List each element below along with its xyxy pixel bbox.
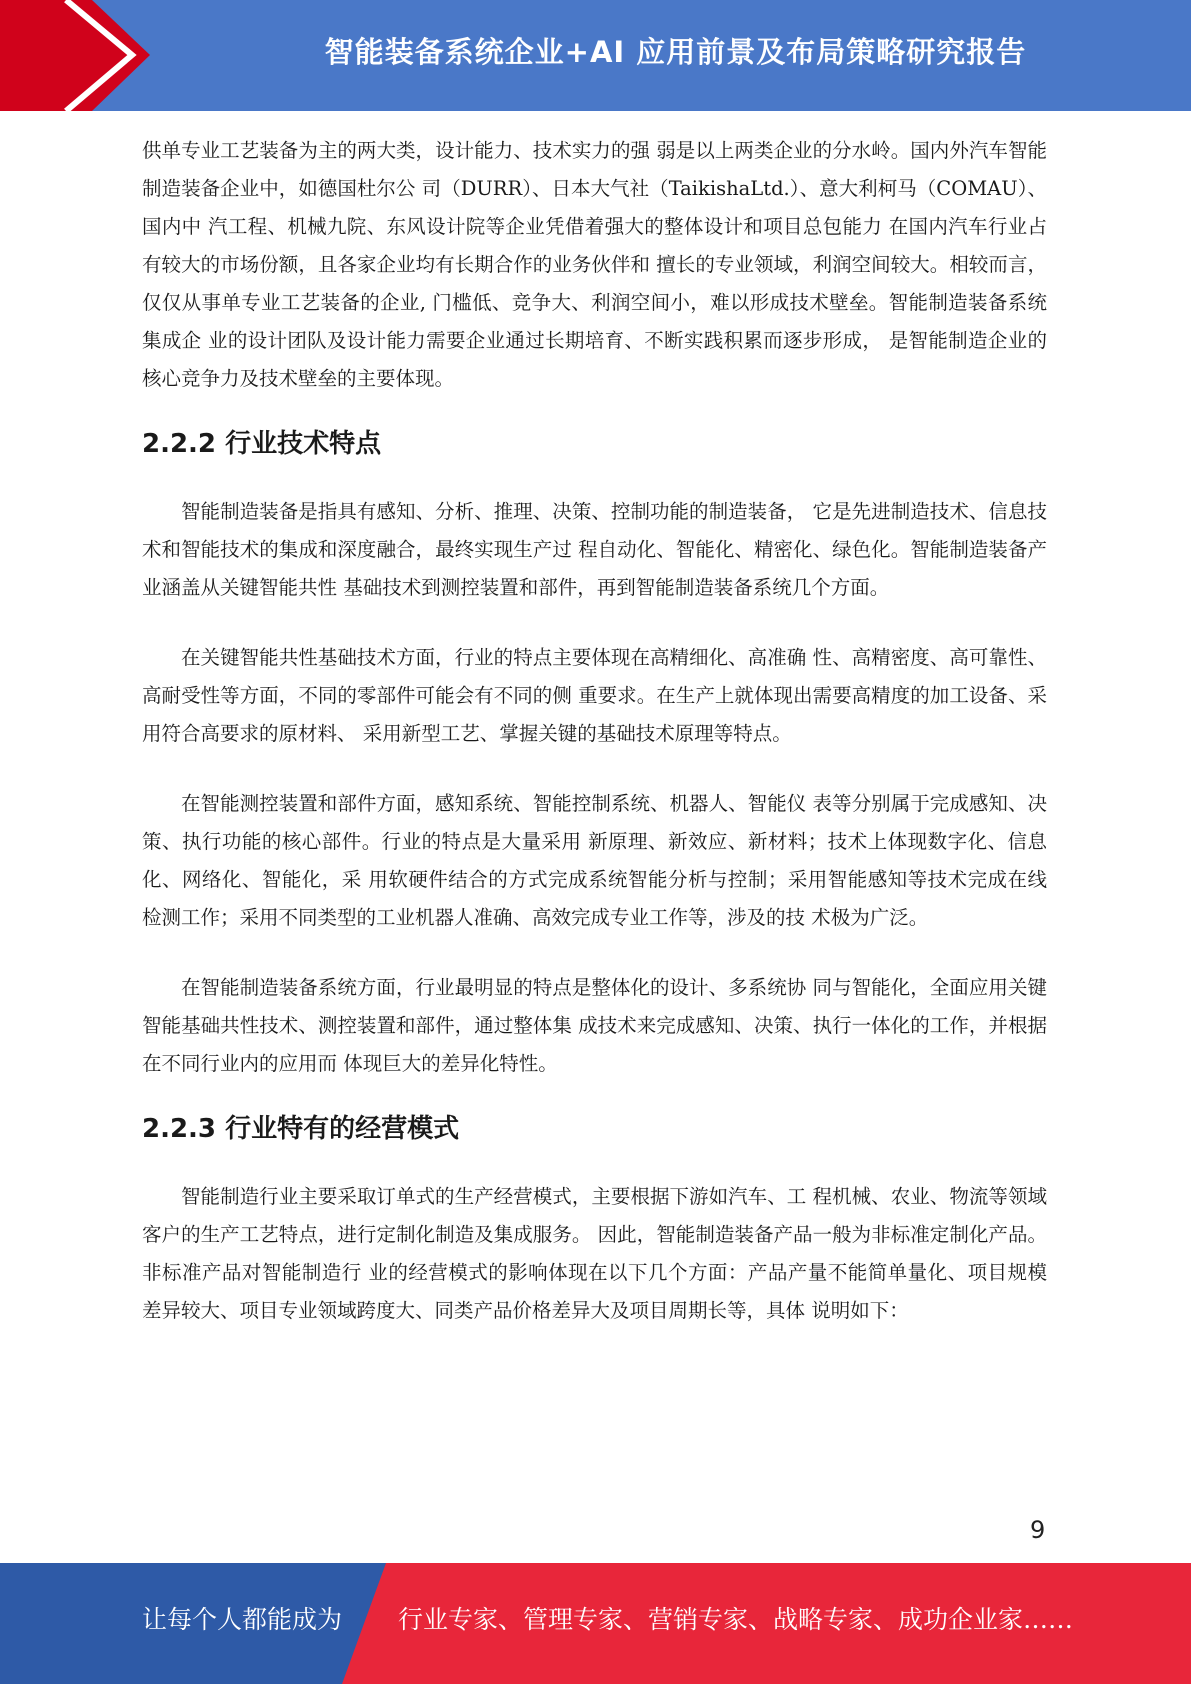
footer-slogan-right: 行业专家、管理专家、营销专家、战略专家、成功企业家…… — [398, 1605, 1074, 1634]
paragraph-2: 智能制造装备是指具有感知、分析、推理、决策、控制功能的制造装备， 它是先进制造技术、信息技术和智能技术的集成和深度融合，最终实现生产过 程自动化、智能化、精密化、绿色化。智能制造装备产业涵盖从关键智能共性 基础技术到测控装置和部件，再到智能制造装备系统几个方面。 — [142, 500, 1047, 599]
paragraph-4: 在智能测控装置和部件方面，感知系统、智能控制系统、机器人、智能仪 表等分别属于完成感知、决策、执行功能的核心部件。行业的特点是大量采用 新原理、新效应、新材料；技术上体现数字化、信息化、网络化、智能化，采 用软硬件结合的方式完成系统智能分析与控制；采用智能感知等技术完成在线 检测工作；采用不同类型的工业机器人准确、高效完成专业工作等，涉及的技 术极为广泛。 — [142, 792, 1047, 929]
section-heading-2-2-3: 2.2.3 行业特有的经营模式 — [142, 1114, 460, 1144]
page-body — [142, 132, 1047, 1330]
paragraph-5: 在智能制造装备系统方面，行业最明显的特点是整体化的设计、多系统协 同与智能化，全面应用关键智能基础共性技术、测控装置和部件，通过整体集 成技术来完成感知、决策、执行一体化的工作，并根据在不同行业内的应用而 体现巨大的差异化特性。 — [142, 976, 1047, 1075]
paragraph-3: 在关键智能共性基础技术方面，行业的特点主要体现在高精细化、高准确 性、高精密度、高可靠性、高耐受性等方面，不同的零部件可能会有不同的侧 重要求。在生产上就体现出需要高精度的加工设备、采用符合高要求的原材料、 采用新型工艺、掌握关键的基础技术原理等特点。 — [142, 646, 1047, 745]
section-heading-2-2-2: 2.2.2 行业技术特点 — [142, 429, 382, 459]
paragraph-1: 供单专业工艺装备为主的两大类，设计能力、技术实力的强 弱是以上两类企业的分水岭。国内外汽车智能制造装备企业中，如德国杜尔公 司（DURR）、日本大气社（TaikishaLtd.）、意大利柯马（COMAU）、国内中 汽工程、机械九院、东风设计院等企业凭借着强大的整体设计和项目总包能力 在国内汽车行业占有较大的市场份额，且各家企业均有长期合作的业务伙伴和 擅长的专业领域，利润空间较大。相较而言，仅仅从事单专业工艺装备的企业, 门槛低、竞争大、利润空间小，难以形成技术壁垒。智能制造装备系统集成企 业的设计团队及设计能力需要企业通过长期培育、不断实践积累而逐步形成， 是智能制造企业的核心竞争力及技术壁垒的主要体现。 — [142, 139, 1047, 390]
paragraph-6: 智能制造行业主要采取订单式的生产经营模式，主要根据下游如汽车、工 程机械、农业、物流等领域客户的生产工艺特点，进行定制化制造及集成服务。 因此，智能制造装备产品一般为非标准定制化产品。非标准产品对智能制造行 业的经营模式的影响体现在以下几个方面：产品产量不能简单量化、项目规模 差异较大、项目专业领域跨度大、同类产品价格差异大及项目周期长等，具体 说明如下： — [142, 1185, 1047, 1322]
report-title: 智能装备系统企业+AI 应用前景及布局策略研究报告 — [324, 35, 1027, 69]
header-red-arrow-graphic — [0, 0, 150, 111]
page-number: 9 — [1030, 1516, 1046, 1544]
page-header — [0, 0, 1191, 111]
footer-slogan-left: 让每个人都能成为 — [142, 1605, 343, 1634]
